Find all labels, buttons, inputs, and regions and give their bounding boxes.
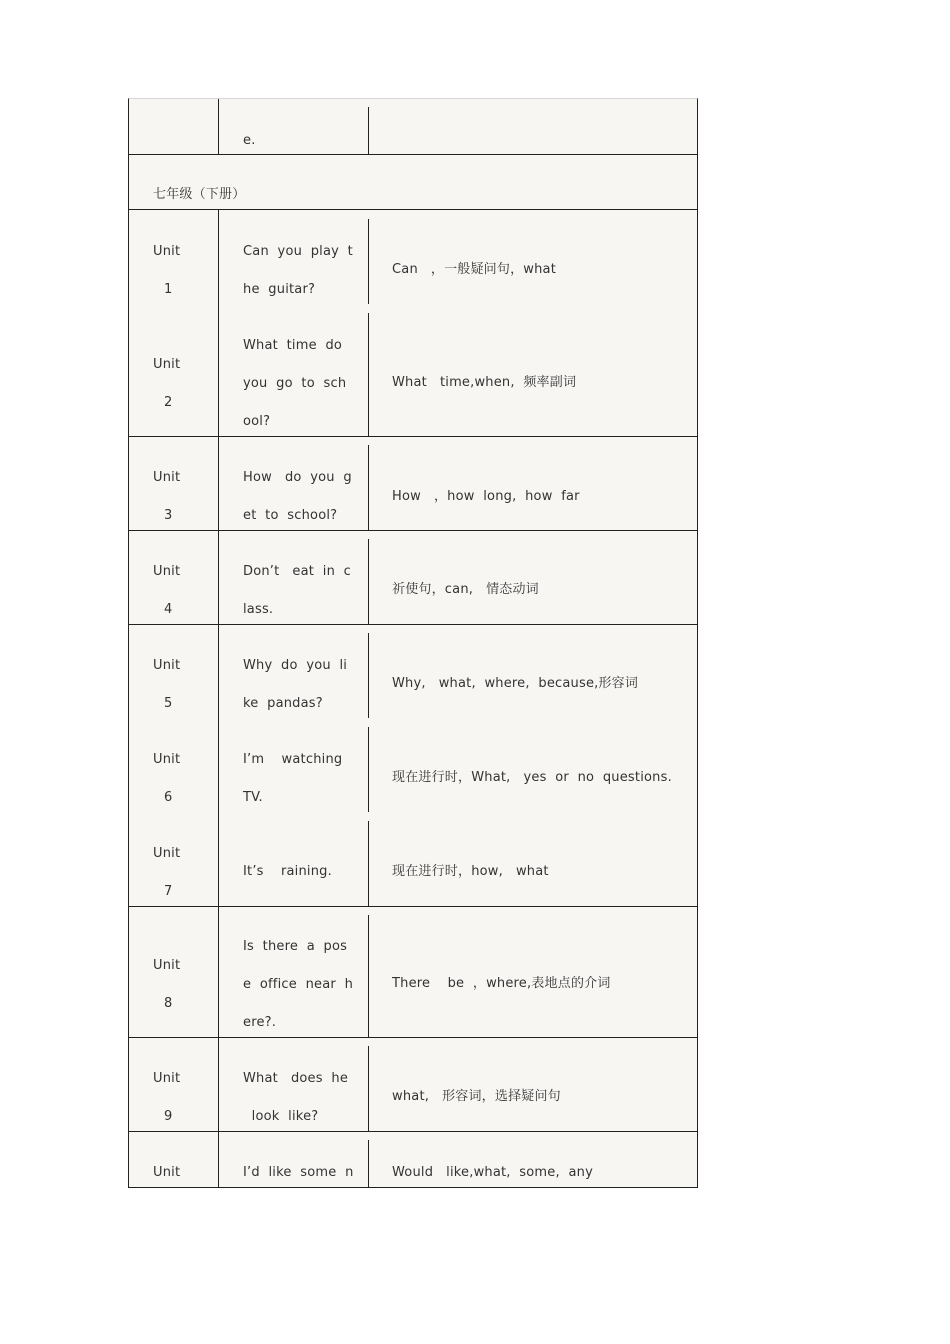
unit-number: 8 [164,996,173,1011]
unit-title-line: Don’t eat in c [243,564,352,579]
grammar-text: 现在进行时，how, what [392,864,549,879]
unit-title-line: Why do you li [243,658,348,673]
grammar-text: Why, what, where, because,形容词 [392,676,639,691]
grammar-text: 现在进行时，What, yes or no questions. [392,770,672,785]
grammar-text: Can ，一般疑问句，what [392,262,557,277]
col-divider [218,907,219,1038]
unit-label: Unit [153,846,181,861]
col-divider [218,625,219,907]
unit-label: Unit [153,244,181,259]
col-divider [218,531,219,625]
unit-number: 4 [164,602,173,617]
col-divider [368,633,369,718]
unit-number: 1 [164,282,173,297]
col-divider [368,219,369,304]
unit-title-line: How do you g [243,470,352,485]
unit-label: Unit [153,1071,181,1086]
col-divider [218,210,219,437]
unit-title-line: Is there a pos [243,939,348,954]
grammar-text: 祈使句，can, 情态动词 [392,582,539,597]
row-divider [129,1037,697,1038]
col-divider [368,821,369,907]
unit-title-line: e office near h [243,977,354,992]
col-divider [218,99,219,155]
unit-title-line: ere?. [243,1015,277,1030]
unit-label: Unit [153,752,181,767]
row-divider [129,624,697,625]
unit-title-line: It’s raining. [243,864,332,879]
grammar-text: There be ，where,表地点的介词 [392,976,611,991]
unit-title-line: What does he [243,1071,349,1086]
unit-title-line: ke pandas? [243,696,323,711]
unit-title-line: What time do [243,338,343,353]
col-divider [368,727,369,812]
top-fragment-text: e. [243,133,256,148]
unit-label: Unit [153,1165,181,1180]
col-divider [368,445,369,531]
unit-label: Unit [153,357,181,372]
unit-title-line: I’m watching [243,752,343,767]
col-divider [368,107,369,154]
grammar-text: what, 形容词，选择疑问句 [392,1089,561,1104]
unit-number: 3 [164,508,173,523]
row-divider [129,1131,697,1132]
unit-title-line: et to school? [243,508,338,523]
unit-title-line: he guitar? [243,282,316,297]
row-divider [129,154,697,155]
unit-number: 6 [164,790,173,805]
row-divider [129,436,697,437]
col-divider [218,1132,219,1188]
col-divider [368,1140,369,1188]
unit-number: 2 [164,395,173,410]
col-divider [368,313,369,437]
unit-label: Unit [153,564,181,579]
unit-label: Unit [153,658,181,673]
row-divider [129,530,697,531]
unit-label: Unit [153,470,181,485]
unit-title-line: TV. [243,790,263,805]
col-divider [368,539,369,625]
unit-label: Unit [153,958,181,973]
unit-title-line: ool? [243,414,271,429]
col-divider [368,915,369,1038]
col-divider [368,1046,369,1132]
col-divider [218,1038,219,1132]
row-divider [129,906,697,907]
grammar-text: What time,when, 频率副词 [392,375,577,390]
grammar-text: Would like,what, some, any [392,1165,593,1180]
unit-title-line: lass. [243,602,274,617]
unit-number: 5 [164,696,173,711]
unit-number: 9 [164,1109,173,1124]
grammar-text: How ，how long, how far [392,489,580,504]
unit-title-line: I’d like some n [243,1165,354,1180]
unit-title-line: Can you play t [243,244,353,259]
unit-title-line: you go to sch [243,376,347,391]
unit-number: 7 [164,884,173,899]
section-title: 七年级（下册） [153,187,246,202]
unit-title-line: look like? [243,1109,319,1124]
col-divider [218,437,219,531]
row-divider [129,209,697,210]
grammar-table [128,98,698,1188]
